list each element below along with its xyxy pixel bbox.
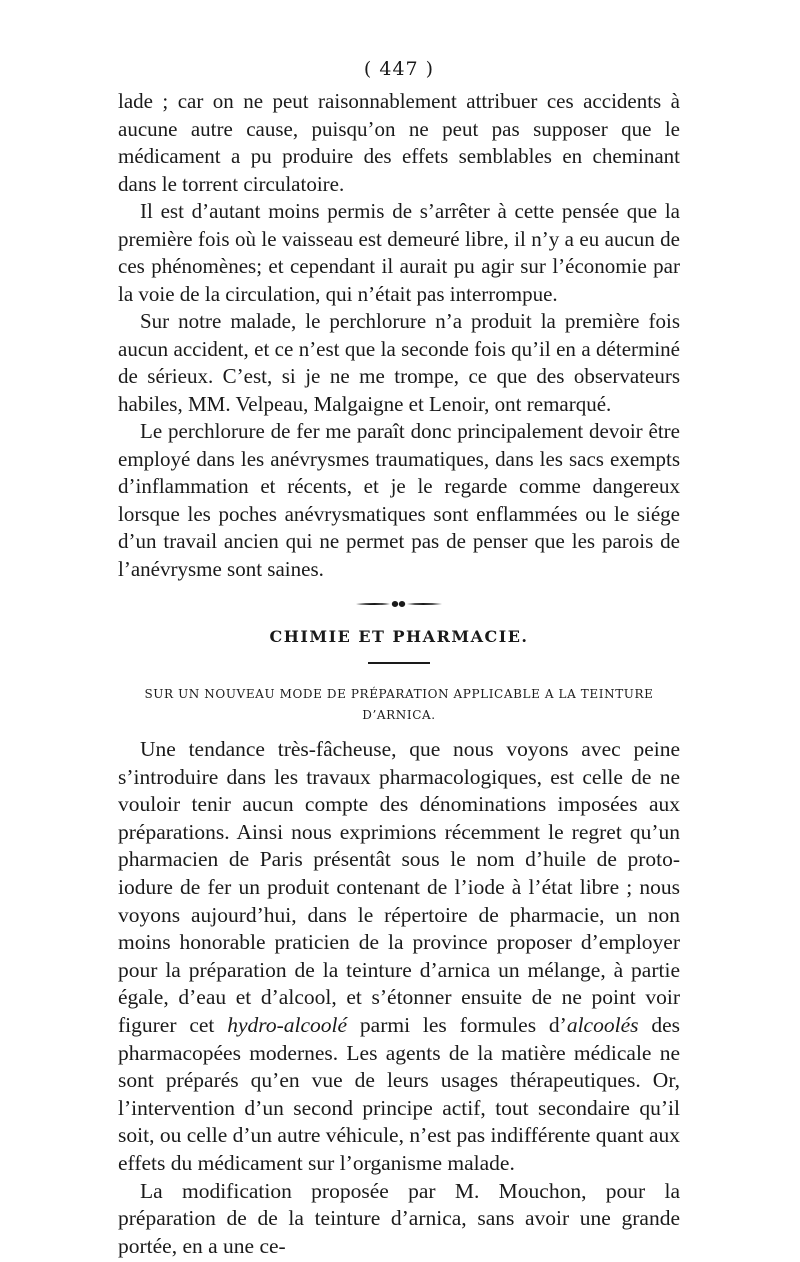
paragraph-text: des pharmacopées modernes. Les agents de la matière médicale ne sont préparés qu’en vue de leurs usages thérapeutiques. Or, l’intervention d’un second principe actif, tout secondaire qu’il soit, ou celle d’un autre véhicule, n’est pas indifférente quant aux effets du médicament sur l’organisme malade. [118,1012,680,1175]
ornament-rule-icon [354,599,444,609]
book-page [118,58,680,1260]
paragraph: Il est d’autant moins permis de s’arrêter à cette pensée que la première fois où le vaisseau est demeuré libre, il n’y a eu aucun de ces phénomènes; et cependant il aurait pu agir sur l’économie par la voie de la circulation, qui n’était pas interrompue. [118,199,680,306]
article-title-line: D’ARNICA. [362,708,436,722]
article-title [118,684,680,726]
paragraph [118,736,680,1178]
section-ornament [118,599,680,609]
section-title: CHIMIE ET PHARMACIE. [269,627,529,646]
title-divider [368,662,430,664]
page-number: ( 447 ) [363,58,435,80]
italic-term: hydro-alcoolé [227,1012,348,1037]
paragraph: Sur notre malade, le perchlorure n’a produit la première fois aucun accident, et ce n’est que la seconde fois qu’il en a déterminé de sérieux. C’est, si je ne me trompe, ce que des observateurs habiles, MM. Velpeau, Malgaigne et Lenoir, ont remarqué. [118,309,680,416]
italic-term: alcoolés [566,1012,639,1037]
paragraph-text: Une tendance très-fâcheuse, que nous voyons avec peine s’introduire dans les travaux pharmacologiques, est celle de ne vouloir tenir aucun compte des dénominations imposées aux préparations. Ainsi nous exprimions récemment le regret qu’un pharmacien de Paris présentât sous le nom d’huile de proto-iodure de fer un produit contenant de l’iode à l’état libre ; nous voyons aujourd’hui, dans le répertoire de pharmacie, un non moins honorable praticien de la province proposer d’employer pour la préparation de la teinture d’arnica un mélange, à partie égale, d’eau et d’alcool, et s’étonner ensuite de ne point voir figurer cet [118,737,680,1037]
paragraph: La modification proposée par M. Mouchon, pour la préparation de de la teinture d’arnica, sans avoir une grande portée, en a une ce- [118,1178,680,1258]
article-title-line: SUR UN NOUVEAU MODE DE PRÉPARATION APPLICABLE A LA TEINTURE [144,687,654,701]
article-body [118,736,680,1260]
paragraph-text: parmi les formules d’ [347,1012,567,1037]
paragraph-continued: lade ; car on ne peut raisonnablement attribuer ces accidents à aucune autre cause, puisqu’on ne peut pas supposer que le médicament a pu produire des effets semblables en cheminant dans le torrent circulatoire. [118,89,680,196]
paragraph: Le perchlorure de fer me paraît donc principalement devoir être employé dans les anévrysmes traumatiques, dans les sacs exempts d’inflammation et récents, et je le regarde comme dangereux lorsque les poches anévrysmatiques sont enflammées ou le siége d’un travail ancien qui ne permet pas de penser que les parois de l’anévrysme sont saines. [118,419,680,581]
